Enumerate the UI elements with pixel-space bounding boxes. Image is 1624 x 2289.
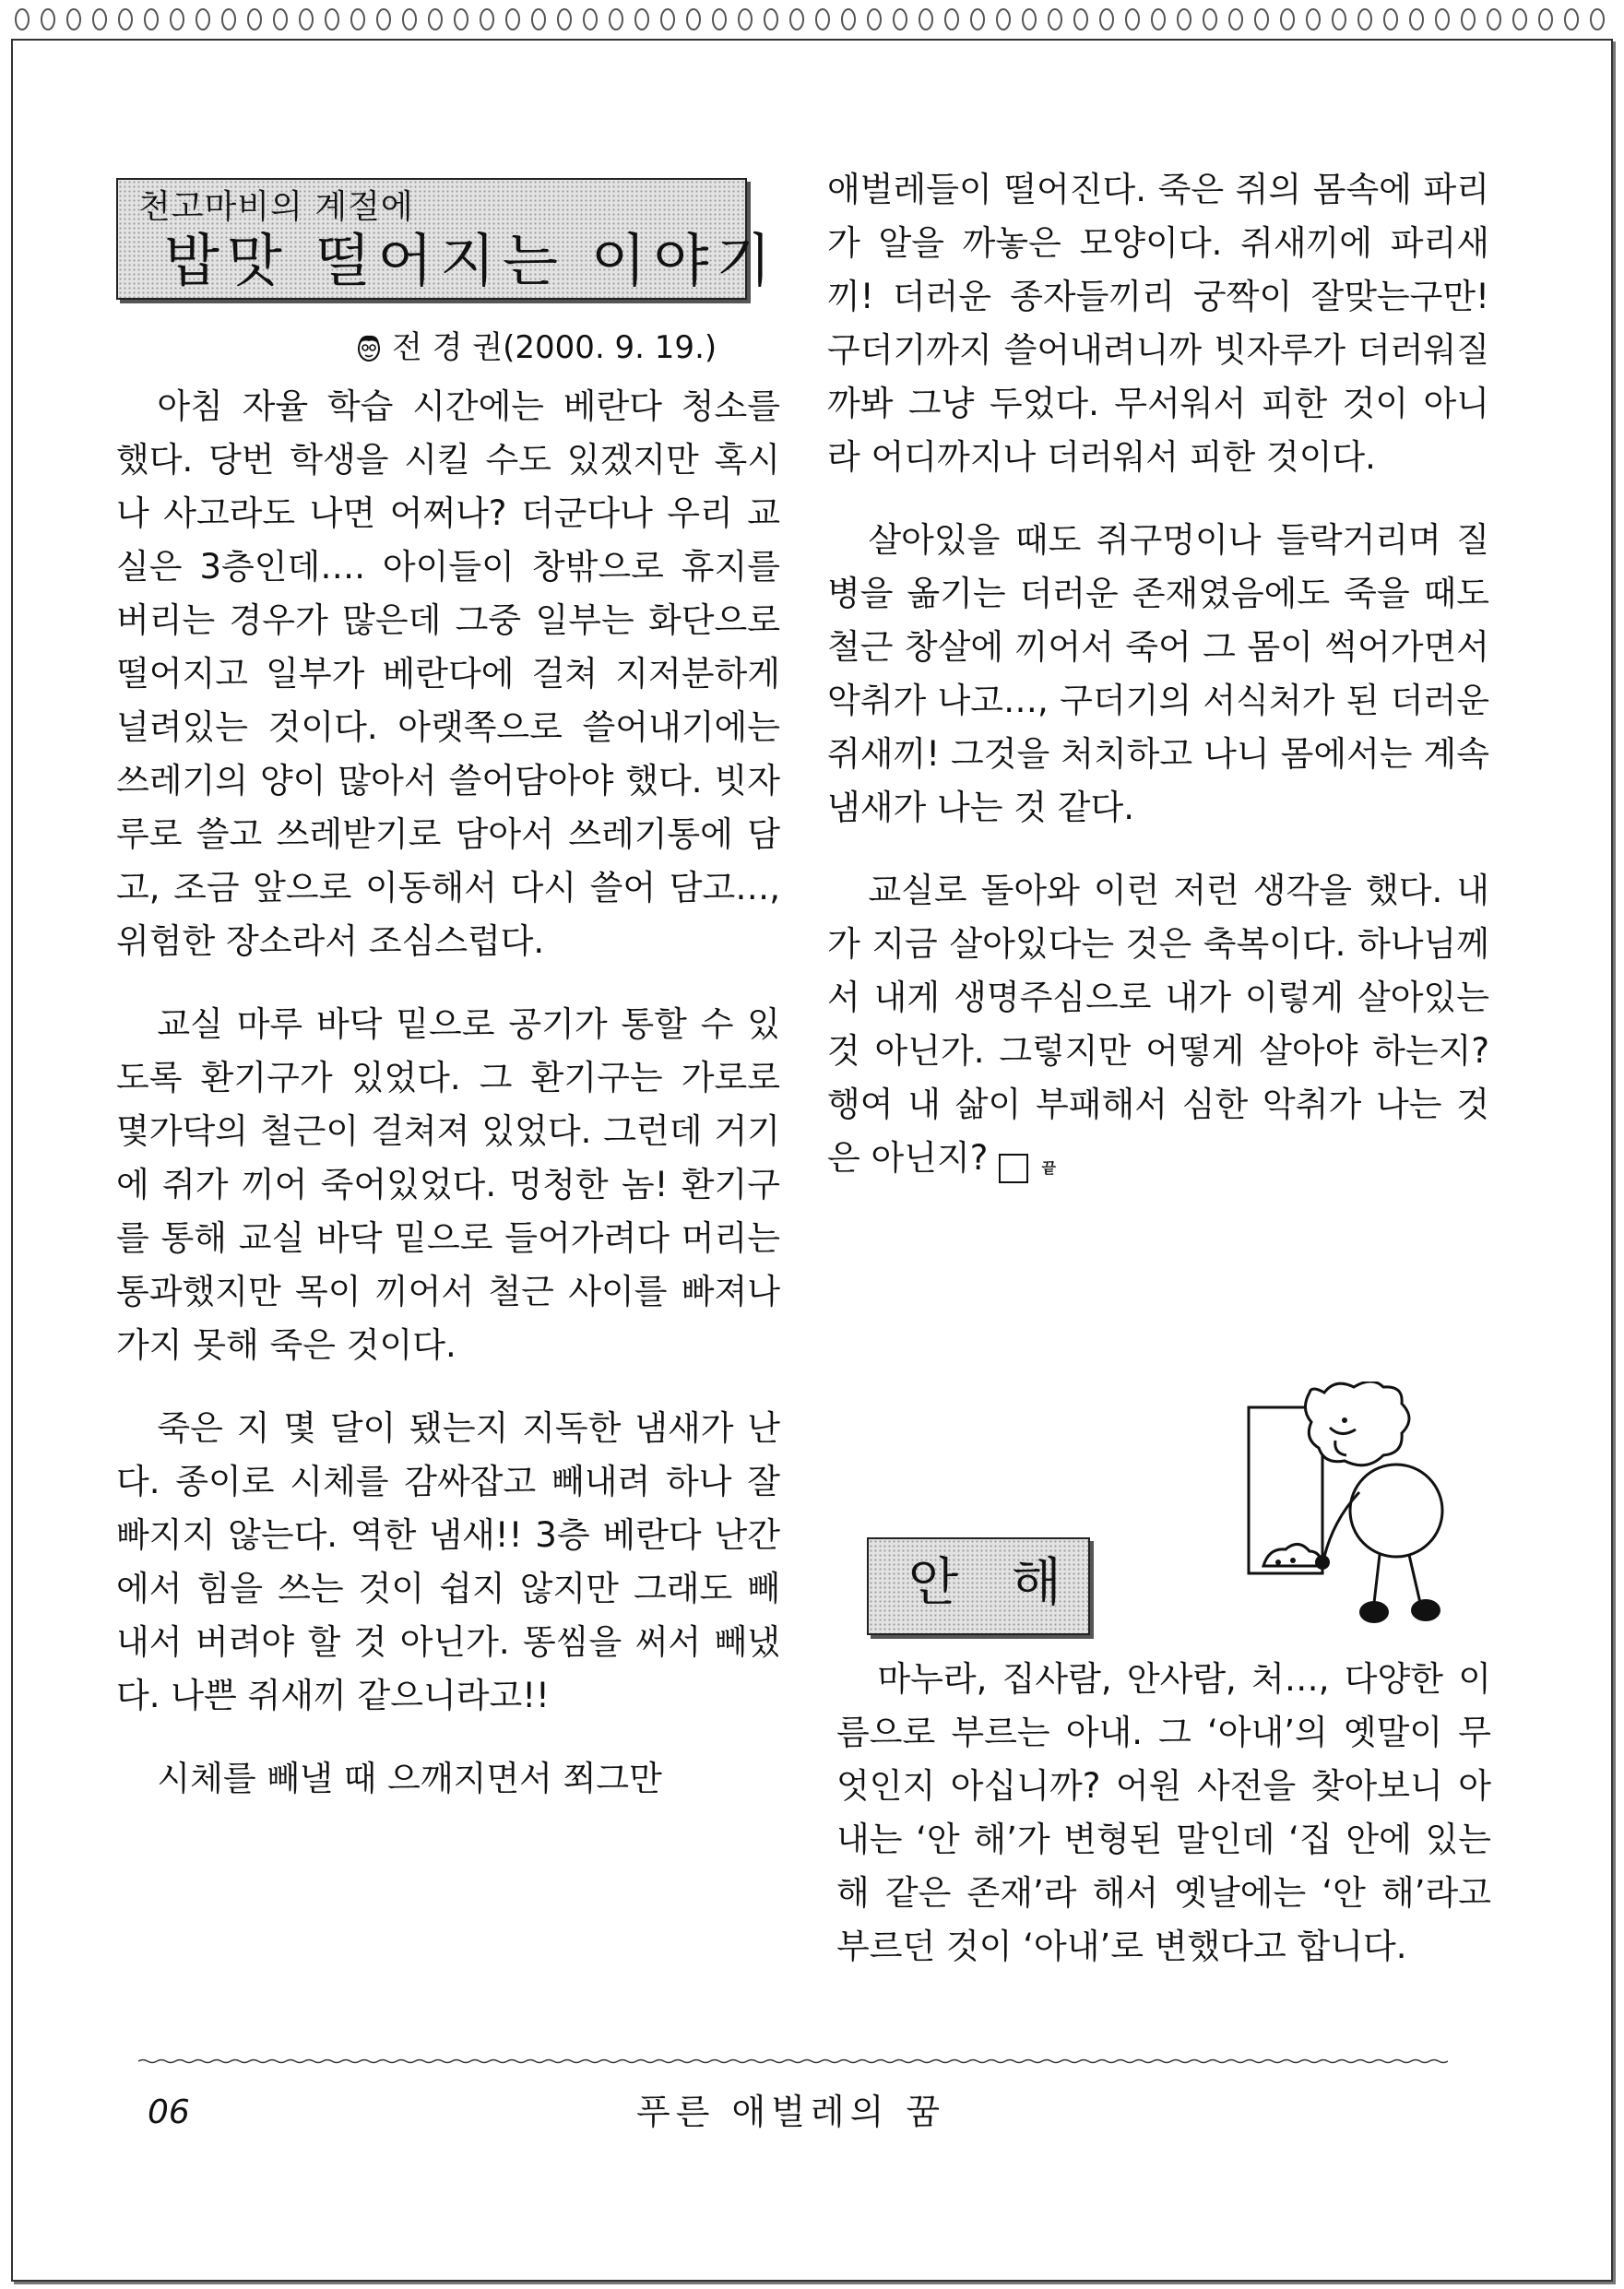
spiral-coil	[1565, 9, 1578, 30]
spiral-coil	[429, 9, 442, 30]
paragraph	[827, 864, 1489, 1185]
spiral-coil	[997, 9, 1010, 30]
spiral-coil	[1229, 9, 1242, 30]
spiral-coil	[842, 9, 855, 30]
spiral-coil	[1281, 9, 1294, 30]
spiral-coil	[1023, 9, 1036, 30]
spiral-coil	[868, 9, 881, 30]
spiral-coil	[171, 9, 184, 30]
spiral-coil	[739, 9, 752, 30]
page-number: 06	[148, 2093, 190, 2131]
cartoon-illustration	[1245, 1382, 1476, 1635]
paragraph: 아침 자율 학습 시간에는 베란다 청소를 했다. 당번 학생을 시킬 수도 있겠지만 혹시나 사고라도 나면 어쩌나? 더군다나 우리 교실은 3층인데…. 아이들이 창밖으로 휴지를 버리는 경우가 많은데 그중 일부는 화단으로 떨어지고 일부가 베란다에 걸쳐 지저분하게 널려있는 것이다. 아랫쪽으로 쓸어내기에는 쓰레기의 양이 많아서 쓸어담아야 했다. 빗자루로 쓸고 쓰레받기로 담아서 쓰레기통에 담고, 조금 앞으로 이동해서 다시 쓸어 담고…, 위험한 장소라서 조심스럽다.	[116, 386, 780, 961]
spiral-coil	[1255, 9, 1268, 30]
spiral-coil	[1100, 9, 1113, 30]
article-title: 밥맛 떨어지는 이야기	[164, 227, 779, 294]
spiral-coil	[1178, 9, 1191, 30]
spiral-coil	[119, 9, 132, 30]
spiral-coil	[1126, 9, 1139, 30]
spiral-coil	[1539, 9, 1552, 30]
spiral-coil	[919, 9, 932, 30]
article-right-column	[827, 163, 1489, 1185]
spiral-coil	[274, 9, 287, 30]
spiral-coil	[1462, 9, 1475, 30]
spiral-coil	[790, 9, 803, 30]
spiral-coil	[222, 9, 235, 30]
footer-divider	[138, 2058, 1448, 2064]
spiral-coil	[635, 9, 648, 30]
spiral-coil	[584, 9, 597, 30]
spiral-coil	[455, 9, 468, 30]
spiral-coil	[894, 9, 907, 30]
spiral-coil	[1049, 9, 1061, 30]
spiral-coil	[1358, 9, 1371, 30]
sidebar-text	[836, 1653, 1491, 1974]
face-icon	[355, 333, 383, 362]
spiral-coil	[67, 9, 80, 30]
spiral-coil	[971, 9, 984, 30]
spiral-coil	[403, 9, 416, 30]
author-date: 전 경 권(2000. 9. 19.)	[392, 329, 717, 366]
spiral-coil	[1203, 9, 1216, 30]
spiral-coil	[351, 9, 364, 30]
spiral-binding	[13, 4, 1611, 35]
spiral-coil	[558, 9, 571, 30]
spiral-coil	[765, 9, 777, 30]
spiral-coil	[196, 9, 209, 30]
paragraph: 시체를 빼낼 때 으깨지면서 쬐그만	[157, 1759, 662, 1798]
spiral-coil	[1307, 9, 1320, 30]
article-left-column	[116, 380, 780, 1806]
spiral-coil	[93, 9, 106, 30]
spiral-coil	[506, 9, 519, 30]
title-subheading: 천고마비의 계절에	[138, 188, 414, 226]
spiral-coil	[1591, 9, 1604, 30]
spiral-coil	[300, 9, 313, 30]
paragraph: 애벌레들이 떨어진다. 죽은 쥐의 몸속에 파리가 알을 까놓은 모양이다. 쥐새끼에 파리새끼! 더러운 종자들끼리 궁짝이 잘맞는구만! 구더기까지 쓸어내려니까 빗자루가 더러워질까봐 그냥 두었다. 무서워서 피한 것이 아니라 어디까지나 더러워서 피한 것이다.	[827, 170, 1489, 477]
spiral-coil	[480, 9, 493, 30]
spiral-coil	[945, 9, 958, 30]
spiral-coil	[248, 9, 261, 30]
spiral-coil	[1410, 9, 1423, 30]
spiral-coil	[41, 9, 54, 30]
spiral-coil	[326, 9, 338, 30]
spiral-coil	[532, 9, 545, 30]
spiral-coil	[687, 9, 700, 30]
spiral-coil	[661, 9, 674, 30]
sidebar-heading: 안 해	[908, 1553, 1080, 1613]
spiral-coil	[1513, 9, 1526, 30]
spiral-coil	[816, 9, 829, 30]
spiral-coil	[145, 9, 158, 30]
paragraph: 마누라, 집사람, 안사람, 처…, 다양한 이름으로 부르는 아내. 그 ‘아내’의 옛말이 무엇인지 아십니까? 어원 사전을 찾아보니 아내는 ‘안 해’가 변형된 말인데 ‘집 안에 있는 해 같은 존재’라 해서 옛날에는 ‘안 해’라고 부르던 것이 ‘아내’로 변했다고 합니다.	[836, 1659, 1491, 1966]
spiral-coil	[713, 9, 726, 30]
paragraph-text: 교실로 돌아와 이런 저런 생각을 했다. 내가 지금 살아있다는 것은 축복이다. 하나님께서 내게 생명주심으로 내가 이렇게 살아있는 것 아닌가. 그렇지만 어떻게 살아야 하는지? 행여 내 삶이 부패해서 심한 악취가 나는 것은 아닌지?	[827, 871, 1489, 1178]
spiral-coil	[377, 9, 390, 30]
end-mark: 끝	[999, 1154, 1028, 1183]
spiral-coil	[1436, 9, 1449, 30]
spiral-coil	[1152, 9, 1165, 30]
spiral-coil	[1074, 9, 1087, 30]
spiral-coil	[1488, 9, 1500, 30]
book-title: 푸른 애벌레의 꿈	[636, 2092, 946, 2132]
paragraph: 살아있을 때도 쥐구멍이나 들락거리며 질병을 옮기는 더러운 존재였음에도 죽을 때도 철근 창살에 끼어서 죽어 그 몸이 썩어가면서 악취가 나고…, 구더기의 서식처가 된 더러운 쥐새끼! 그것을 처치하고 나니 몸에서는 계속 냄새가 나는 것 같다.	[827, 520, 1489, 827]
spiral-coil	[16, 9, 29, 30]
spiral-coil	[1384, 9, 1397, 30]
spiral-coil	[610, 9, 622, 30]
byline	[355, 326, 717, 369]
spiral-coil	[1333, 9, 1345, 30]
paragraph: 죽은 지 몇 달이 됐는지 지독한 냄새가 난다. 종이로 시체를 감싸잡고 빼내려 하나 잘 빠지지 않는다. 역한 냄새!! 3층 베란다 난간에서 힘을 쓰는 것이 쉽지 않지만 그래도 빼내서 버려야 할 것 아닌가. 똥씸을 써서 빼냈다. 나쁜 쥐새끼 같으니라고!!	[116, 1408, 780, 1715]
paragraph: 교실 마루 바닥 밑으로 공기가 통할 수 있도록 환기구가 있었다. 그 환기구는 가로로 몇가닥의 철근이 걸쳐져 있었다. 그런데 거기에 쥐가 끼어 죽어있었다. 멍청한 놈! 환기구를 통해 교실 바닥 밑으로 들어가려다 머리는 통과했지만 목이 끼어서 철근 사이를 빠져나가지 못해 죽은 것이다.	[116, 1004, 780, 1365]
